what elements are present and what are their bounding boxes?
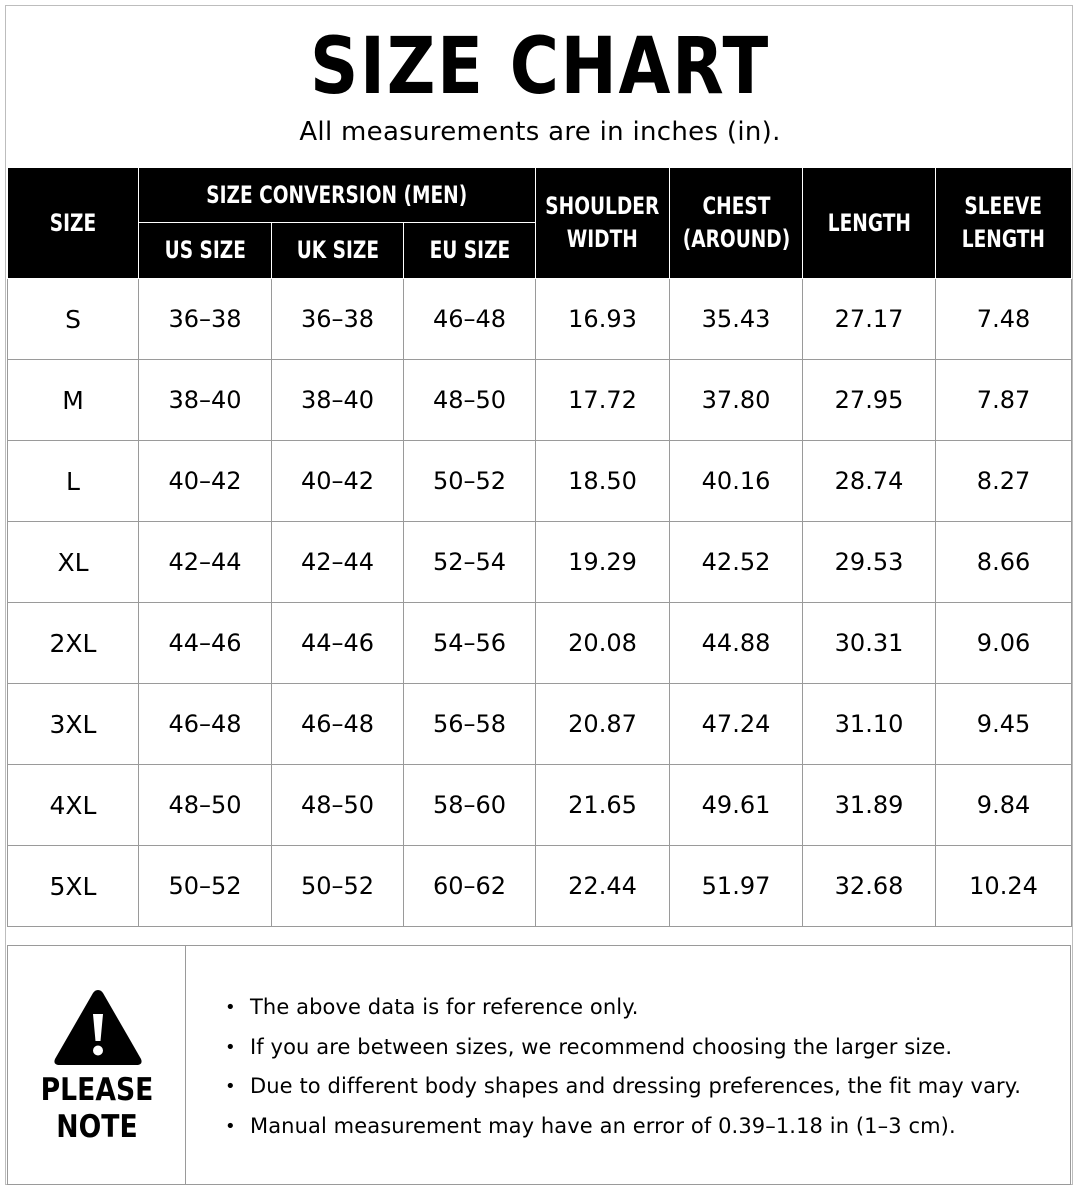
cell-us-size: 46–48: [139, 684, 272, 765]
cell-uk-size: 38–40: [272, 360, 404, 441]
cell-length: 27.17: [803, 279, 936, 360]
cell-length: 32.68: [803, 846, 936, 927]
cell-chest: 40.16: [670, 441, 803, 522]
cell-eu-size: 46–48: [404, 279, 536, 360]
cell-uk-size: 36–38: [272, 279, 404, 360]
cell-chest: 49.61: [670, 765, 803, 846]
cell-size: L: [8, 441, 139, 522]
cell-size: 3XL: [8, 684, 139, 765]
cell-us-size: 42–44: [139, 522, 272, 603]
cell-sleeve-length: 9.45: [936, 684, 1072, 765]
header-eu-size: EU SIZE: [404, 223, 536, 279]
cell-uk-size: 40–42: [272, 441, 404, 522]
header-chest: CHEST (AROUND): [670, 168, 803, 279]
cell-uk-size: 48–50: [272, 765, 404, 846]
cell-shoulder-width: 18.50: [536, 441, 670, 522]
note-item: • If you are between sizes, we recommend choosing the larger size.: [223, 1028, 1021, 1068]
cell-size: 4XL: [8, 765, 139, 846]
table-row: [8, 684, 1072, 765]
header-size: SIZE: [8, 168, 139, 279]
cell-size: S: [8, 279, 139, 360]
cell-chest: 51.97: [670, 846, 803, 927]
cell-length: 31.10: [803, 684, 936, 765]
note-list: [223, 988, 1021, 1146]
note-label-panel: [8, 946, 186, 1184]
note-item: • Due to different body shapes and dressing preferences, the fit may vary.: [223, 1067, 1021, 1107]
cell-length: 28.74: [803, 441, 936, 522]
cell-eu-size: 56–58: [404, 684, 536, 765]
header-uk-size: UK SIZE: [272, 223, 404, 279]
cell-eu-size: 60–62: [404, 846, 536, 927]
cell-length: 29.53: [803, 522, 936, 603]
warning-triangle-icon: [52, 986, 144, 1068]
cell-uk-size: 50–52: [272, 846, 404, 927]
header-sleeve-length: SLEEVE LENGTH: [936, 168, 1072, 279]
header-length: LENGTH: [803, 168, 936, 279]
please-note-label: PLEASE NOTE: [40, 1072, 154, 1145]
cell-length: 31.89: [803, 765, 936, 846]
cell-sleeve-length: 10.24: [936, 846, 1072, 927]
cell-us-size: 48–50: [139, 765, 272, 846]
table-row: [8, 522, 1072, 603]
cell-length: 30.31: [803, 603, 936, 684]
cell-chest: 37.80: [670, 360, 803, 441]
cell-shoulder-width: 19.29: [536, 522, 670, 603]
cell-eu-size: 48–50: [404, 360, 536, 441]
header-us-size: US SIZE: [139, 223, 272, 279]
cell-chest: 42.52: [670, 522, 803, 603]
note-box: [7, 945, 1071, 1185]
table-row: [8, 603, 1072, 684]
cell-uk-size: 44–46: [272, 603, 404, 684]
note-item: • Manual measurement may have an error of 0.39–1.18 in (1–3 cm).: [223, 1107, 1021, 1147]
cell-us-size: 38–40: [139, 360, 272, 441]
cell-eu-size: 52–54: [404, 522, 536, 603]
size-chart-table: [7, 167, 1072, 927]
page-subtitle: All measurements are in inches (in).: [299, 117, 781, 147]
cell-us-size: 50–52: [139, 846, 272, 927]
note-item: • The above data is for reference only.: [223, 988, 1021, 1028]
cell-eu-size: 58–60: [404, 765, 536, 846]
cell-eu-size: 50–52: [404, 441, 536, 522]
cell-shoulder-width: 16.93: [536, 279, 670, 360]
table-row: [8, 441, 1072, 522]
cell-shoulder-width: 22.44: [536, 846, 670, 927]
cell-size: XL: [8, 522, 139, 603]
cell-sleeve-length: 7.48: [936, 279, 1072, 360]
table-row: [8, 360, 1072, 441]
cell-uk-size: 42–44: [272, 522, 404, 603]
cell-size: 5XL: [8, 846, 139, 927]
cell-chest: 35.43: [670, 279, 803, 360]
cell-eu-size: 54–56: [404, 603, 536, 684]
cell-us-size: 44–46: [139, 603, 272, 684]
table-row: [8, 765, 1072, 846]
cell-sleeve-length: 8.66: [936, 522, 1072, 603]
cell-length: 27.95: [803, 360, 936, 441]
cell-us-size: 40–42: [139, 441, 272, 522]
cell-sleeve-length: 7.87: [936, 360, 1072, 441]
cell-chest: 44.88: [670, 603, 803, 684]
cell-size: 2XL: [8, 603, 139, 684]
cell-shoulder-width: 17.72: [536, 360, 670, 441]
cell-sleeve-length: 8.27: [936, 441, 1072, 522]
cell-uk-size: 46–48: [272, 684, 404, 765]
cell-size: M: [8, 360, 139, 441]
header-size-conversion: SIZE CONVERSION (MEN): [139, 168, 536, 223]
page-title: SIZE CHART: [310, 22, 770, 112]
table-row: [8, 846, 1072, 927]
cell-chest: 47.24: [670, 684, 803, 765]
table-row: [8, 279, 1072, 360]
cell-shoulder-width: 20.87: [536, 684, 670, 765]
cell-sleeve-length: 9.06: [936, 603, 1072, 684]
cell-us-size: 36–38: [139, 279, 272, 360]
header-shoulder-width: SHOULDER WIDTH: [536, 168, 670, 279]
cell-shoulder-width: 20.08: [536, 603, 670, 684]
cell-shoulder-width: 21.65: [536, 765, 670, 846]
cell-sleeve-length: 9.84: [936, 765, 1072, 846]
